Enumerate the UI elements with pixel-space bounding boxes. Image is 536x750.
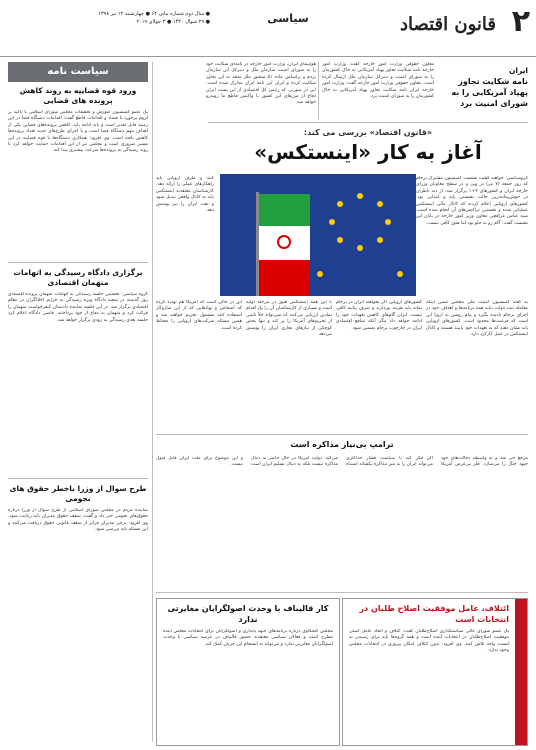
sidebar-story3-title: طرح سوال از وزرا باخطر حقوق های نجومی: [9, 484, 147, 503]
sidebar-story2-body: گروه سیاسی: نخستین جلسه رسیدگی به اتهامات متهمان پرونده اقتصادی روز گذشته در شعبه دادگاه ویژه رسیدگی به جرایم اخلالگران در نظام اقتصادی برگزار شد. در این جلسه نماینده دادستان کیفرخواست متهمان را قرائت کرد و متهمان به دفاع از خود پرداختند. قاضی دادگاه اعلام کرد جلسه بعدی رسیدگی به زودی برگزار خواهد شد.: [8, 292, 148, 323]
sidebar-rule-2: [8, 478, 148, 479]
dateline: [10, 10, 210, 26]
newspaper-logo: قانون اقتصاد: [399, 14, 496, 35]
flags-illustration: [220, 174, 416, 296]
bottom-left-title: کار قالیباف با وحدت اصولگرایان مغایرتی ندارد: [167, 604, 329, 624]
sidebar-story1-body: یک عضو کمیسیون آموزش و تحقیقات مجلس شورای اسلامی با تاکید بر لزوم برخورد با فساد و اقدامات قاطع گفت: اقدامات دستگاه قضا در این زمینه قابل تقدیر است و باید ادامه یابد. کاهش پرونده‌های قضایی یکی از اهداف مهم دستگاه قضا است و با اجرای طرح‌های جدید تعداد پرونده‌ها کاهش یافته است. وی افزود: همکاری دستگاه‌ها با قوه قضاییه در این مسیر ضروری است و مجلس نیز از این اقدامات حمایت خواهد کرد تا روند رسیدگی به پرونده‌ها سرعت بیشتری پیدا کند.: [8, 110, 148, 154]
top-right-body: معاون حقوقی وزارت امور خارجه گفت: وزارت امور خارجه نامه شکایت تجاوز پهپاد آمریکایی به خاک کشورمان را به شورای امنیت و دبیرکل سازمان ملل ارسال کرده است. معاون حقوقی وزارت امور خارجه گفت: وزارت امور خارجه ایران نامه شکایت تجاوز پهپاد آمریکایی به خاک کشورمان را به شورای امنیت برد.: [322, 62, 434, 100]
flags-photo: [220, 174, 416, 296]
section-divider: [208, 122, 528, 123]
top-middle-body: هواپیمای ایران، وزارت امور خارجه در نامه‌ای شکایت خود را به شورای امنیت سازمان ملل و دبیرکل این سازمان بردم و براساس ماده ۵۱ منشور ملل متحد به این تجاوز شکایت کرده و ایران این نامه ایران مدارک شده است. این در صورتی که رئیس کل اقتصادی از این پست ایران دفاع از مرزهای این کشور با واکنش قاطع ما روبه‌رو خواهد شد.: [206, 62, 316, 106]
main-kicker: «قانون اقتصاد» بررسی می کند:: [303, 128, 433, 137]
page-number: ۲: [511, 4, 530, 39]
sidebar-divider: [152, 62, 153, 742]
sidebar-story1-title: ورود قوه قضاییه به روند کاهش پرونده های قضایی: [19, 86, 137, 105]
sidebar-rule-1: [8, 262, 148, 263]
main-body-col-2: گروسیاسی: خواهند گشت نشست کمیسیون مشترک برجام که روز جمعه (۷ تیر) در وین و در سطح معاونان وزرای خارجه ایران و کشورهای ۴+۱ برگزار شد، از دید ناظران در خوش‌بینانه‌ترین حالت نشستی پایه و ابتدایی بود. کشورهای اروپایی اعلام کردند که کانال مالی اینستکس عملیاتی شده و نخستین تراکنش‌های آن انجام شده است. سید عباس عراقچی معاون وزیر امور خارجه در پایان این نشست گفت: گام رو به جلو بود اما هنوز کافی نیست.: [416, 176, 528, 226]
column-divider: [318, 62, 319, 120]
main-lower-col-4: به گفته کمیسیون امنیت ملی مجلس ضمن اینکه معامله ثبت دولت نباید همه برنامه‌ها و اهداف خود در اجرای برجام نادیده بگیرد و پیام روشن به اروپا این است که فرصت‌ها محدود است. کشورهای اروپایی باید نشان دهند که به تعهدات خود پایبند هستند و کانال اینستکس در عمل کارکرد دارد.: [426, 300, 528, 338]
main-headline: آغاز به کار «اینستکس»: [254, 140, 482, 164]
bottom-right-title: ائتلاف، عامل موفقیت اصلاح طلبان در انتخابات است: [359, 604, 509, 624]
sidebar-header-title: سیاست نامه: [47, 66, 109, 77]
bottom-divider: [156, 434, 528, 435]
bottom-middle-body: مرجع حی شد و به واسطه دخالت‌های خود جبهه جنگ را می‌سازد. فلز بی‌غرض آمریکا اگر فکر کند با سیاست فشار حداکثری می‌تواند ایران را به میز مذاکره بکشاند اشتباه می‌کند. دولت آمریکا در حال حاضر به دنبال مذاکره نیست بلکه به دنبال تسلیم ایران است و این موضوع برای ملت ایران قابل قبول نیست.: [156, 456, 528, 468]
main-lower-col-3: کشورهای اروپایی اگر بخواهند ایران در برجام بماند باید هزینه بپردازند و صرف بیانیه کافی نیست. ایران گام‌های کاهش تعهدات خود را ادامه خواهد داد مگر آنکه منافع اقتصادی ایران در چارچوب برجام تضمین شود.: [336, 300, 422, 331]
section-title: سیاسی: [267, 12, 309, 25]
bottom-middle-title: ترامپ بی‌نیاز مذاکره است: [290, 440, 394, 449]
bottom-right-box: [342, 598, 528, 746]
bottom-left-body: مجلس کنجکاوی درباره برنامه‌های جبهه پایداری و اصولگرایان برای انتخابات مجلس آینده مطرح است و فعالان سیاسی معتقدند حضور قالیباف در عرصه سیاسی با وحدت اصولگرایان مغایرتی ندارد و می‌تواند به انسجام این جریان کمک کند.: [163, 629, 333, 647]
sidebar-story2-title: برگزاری دادگاه رسیدگی به اتهامات متهمان اقتصادی: [13, 268, 143, 287]
dateline-hijri: ● ۲۹ شوال ۱۴۴۰ ● ۳ جولای ۲۰۱۹: [136, 19, 210, 25]
headline-title: نامه شکایت تجاوز پهپاد آمریکایی را به شورای امنیت برد: [451, 77, 528, 108]
bottom-right-body: یک عضو شورای عالی سیاستگذاری اصلاح‌طلبان گفت: ائتلاف و اتحاد عامل اصلی موفقیت اصلاح‌طلبان در انتخابات آینده است و همه گروه‌ها باید برای رسیدن به لیست واحد تلاش کنند. وی افزود: بدون ائتلاف امکان پیروزی در انتخابات مجلس وجود ندارد.: [349, 629, 509, 654]
headline-kicker: ایران: [508, 66, 528, 75]
main-lower-col-2: با این همه اینستکس هنوز در مرحله اولیه است و بسیاری از کارشناسان آن را یک اقدام نمادین ارزیابی می‌کنند که نمی‌تواند خلأ ناشی از تحریم‌های آمریکا را پر کند و تنها بخش کوچکی از نیازهای تجاری ایران را پوشش می‌دهد.: [246, 300, 332, 338]
sidebar-header: [8, 62, 148, 82]
sidebar-story3-body: نماینده مردم در مجلس شورای اسلامی از طرح سوال از وزرا درباره حقوق‌های نجومی خبر داد و گفت: سقف حقوق مدیران باید رعایت شود. وی افزود: برخی مدیران فراتر از سقف قانونی حقوق دریافت می‌کنند و این مسئله باید بررسی شود.: [8, 508, 148, 533]
top-right-headline: [438, 66, 528, 109]
bottom-left-box: [156, 598, 340, 746]
red-accent-bar: [515, 599, 527, 745]
main-body-col-1: کنند و طرف اروپایی باید راهکارهای عملی را ارائه دهد. کارشناسان معتقدند اینستکس باید به کانال واقعی تبدیل شود و نفت ایران را نیز پوشش دهد.: [156, 176, 214, 214]
bottom-boxes-divider: [156, 592, 528, 593]
dateline-issue: ● سال دوم شماره پیاپی ۶۴ ● چهارشنبه ۱۲ تیر ۱۳۹۸: [98, 11, 210, 17]
main-lower-col-1: این در حالی است که آمریکا هم تهدید کرده که اشخاص و نهادهایی که از این سازوکار استفاده کنند مشمول تحریم خواهند شد و همین مسئله شرکت‌های اروپایی را محتاط کرده است.: [156, 300, 242, 331]
